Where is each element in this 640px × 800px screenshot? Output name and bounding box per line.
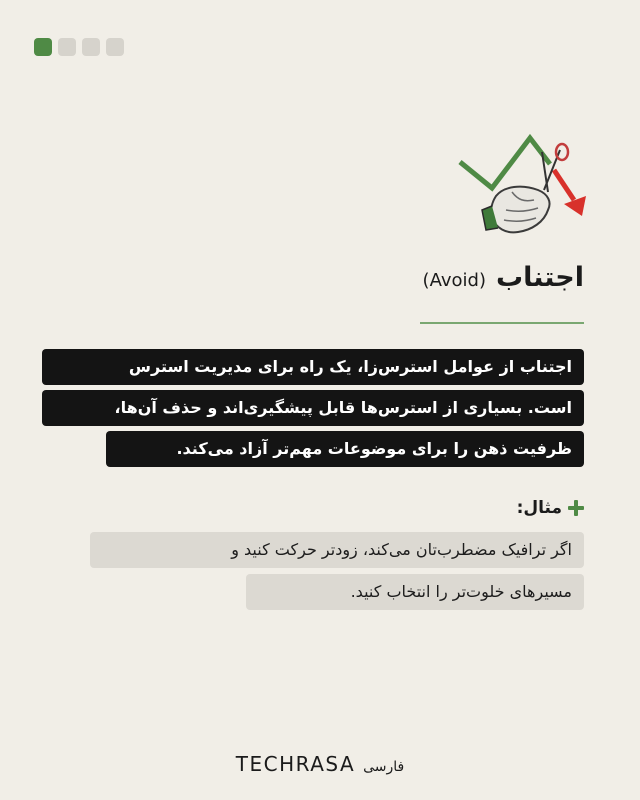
- brand-name: TECHRASA: [235, 752, 356, 776]
- page-title: [423, 262, 584, 293]
- example-line-1: اگر ترافیک مضطرب‌تان می‌کند، زودتر حرکت کنید و: [90, 532, 584, 568]
- example-line-2: مسیرهای خلوت‌تر را انتخاب کنید.: [246, 574, 584, 610]
- pagination-dot: [82, 38, 100, 56]
- title-english: (Avoid): [422, 270, 486, 291]
- scissors-chart-illustration-icon: [452, 130, 592, 240]
- brand-language: فارسی: [363, 759, 405, 775]
- title-persian: اجتناب: [495, 262, 584, 293]
- plus-icon: [568, 500, 584, 516]
- pagination-dot: [58, 38, 76, 56]
- pagination-dot-active: [34, 38, 52, 56]
- paragraph-line-2: است. بسیاری از استرس‌ها قابل پیشگیری‌اند و حذف آن‌ها،: [42, 390, 584, 426]
- example-heading: [517, 498, 584, 518]
- paragraph-line-3: ظرفیت ذهن را برای موضوعات مهم‌تر آزاد می‌کند.: [106, 431, 584, 467]
- paragraph-line-1: اجتناب از عوامل استرس‌زا، یک راه برای مدیریت استرس: [42, 349, 584, 385]
- brand-logo: [0, 752, 640, 776]
- title-divider: [420, 322, 584, 324]
- example-label: مثال:: [516, 498, 562, 518]
- pagination-dot: [106, 38, 124, 56]
- pagination-dots: [34, 38, 124, 56]
